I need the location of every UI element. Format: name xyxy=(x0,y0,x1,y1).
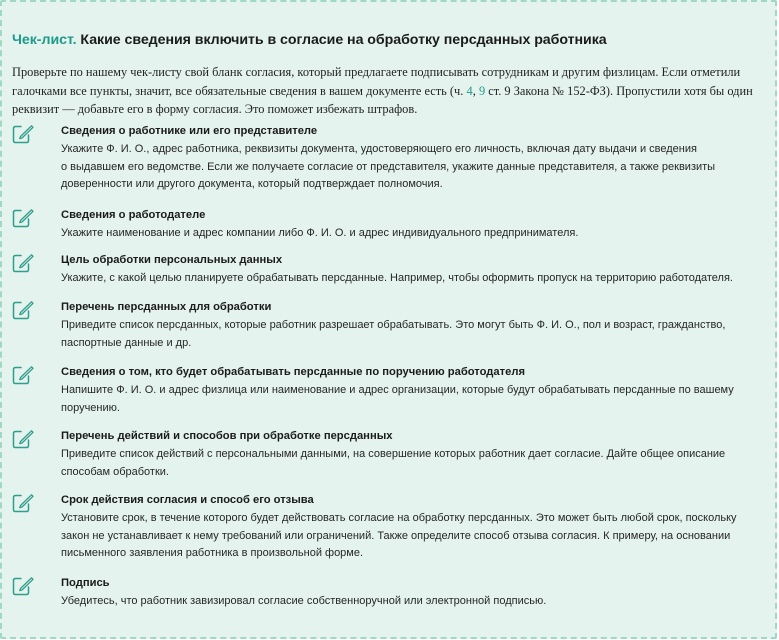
description-line: Укажите Ф. И. О., адрес работника, реквизиты документа, удостоверяющего его личность, включая дату выдачи и сведения xyxy=(61,143,697,155)
description-line: Установите срок, в течение которого будет действовать согласие на обработку персданных. Это может быть любой срок, поскольку xyxy=(61,512,737,524)
checkbox-pencil-icon[interactable] xyxy=(12,493,34,513)
description-line: письменного заявления работника в произвольной форме. xyxy=(61,547,364,560)
checklist-item-description xyxy=(61,446,767,481)
checklist-item-description xyxy=(61,141,767,194)
checkbox-pencil-icon[interactable] xyxy=(12,429,34,449)
checkbox-pencil-icon[interactable] xyxy=(12,576,34,596)
checklist-item-description xyxy=(61,382,767,417)
checklist-item-title: Сведения о том, кто будет обрабатывать персданные по поручению работодателя xyxy=(61,366,525,378)
description-line: Напишите Ф. И. О. и адрес физлица или наименование и адрес организации, которые будут обрабатывать персданные по вашему xyxy=(61,384,734,396)
checklist-item-title: Подпись xyxy=(61,577,110,589)
checklist-item-description xyxy=(61,270,767,288)
description-line: способам обработки. xyxy=(61,465,169,478)
intro-text-after: ст. 9 Закона № 152-ФЗ). Пропустили хотя бы один реквизит — добавьте его в форму согласия. Это поможет избежать штрафов. xyxy=(12,83,753,117)
checkbox-pencil-icon[interactable] xyxy=(12,300,34,320)
intro-paragraph: Проверьте по нашему чек-листу свой бланк согласия, который предлагаете подписывать сотрудникам и другим физлицам. Если отметили галочками все пункты, значит, все обязательные сведения в вашем документе есть (ч. 4, 9 ст. 9 Закона № 152-ФЗ). Пропустили хотя бы один реквизит — добавьте его в форму согласия. Это поможет избежать штрафов. xyxy=(12,65,753,117)
intro-text-before: Проверьте по нашему чек-листу свой бланк согласия, который предлагаете подписывать сотрудникам и другим физлицам. Если отметили галочками все пункты, значит, все обязательные сведения в вашем документе есть (ч. xyxy=(12,65,741,98)
checklist-item-title: Сведения о работодателе xyxy=(61,209,206,221)
description-line: о выдавшем его ведомстве. Если же получаете согласие от представителя, укажите данные представителя, а также реквизиты xyxy=(61,160,716,173)
description-line: Укажите, с какой целью планируете обрабатывать персданные. Например, чтобы оформить пропуск на территорию работодателя. xyxy=(61,272,733,284)
law-part-4-link[interactable]: 4 xyxy=(466,83,473,98)
law-part-9-link[interactable]: 9 xyxy=(478,83,486,98)
checklist-item-title: Срок действия согласия и способ его отзыва xyxy=(61,494,314,506)
checklist-item-title: Перечень действий и способов при обработке персданных xyxy=(61,430,393,442)
checklist-title xyxy=(12,32,607,48)
checklist-item-description xyxy=(61,593,767,611)
checkbox-pencil-icon[interactable] xyxy=(12,208,34,228)
checkbox-pencil-icon[interactable] xyxy=(12,124,34,144)
checklist-item-description xyxy=(61,317,767,352)
checklist-item-description xyxy=(61,510,767,563)
checklist-label: Чек-лист. xyxy=(12,32,77,48)
checkbox-pencil-icon[interactable] xyxy=(12,365,34,385)
checklist-item-title: Сведения о работнике или его представителе xyxy=(61,125,318,137)
checklist-item-description xyxy=(61,225,767,243)
checklist-item-title: Цель обработки персональных данных xyxy=(61,254,283,266)
description-line: Укажите наименование и адрес компании либо Ф. И. О. и адрес индивидуального предпринимателя. xyxy=(61,227,579,239)
description-line: закон не устанавливает к нему требований или ограничений. Также определите способ отзыва согласия. К примеру, на основании xyxy=(61,529,731,542)
checklist-item-title: Перечень персданных для обработки xyxy=(61,301,272,313)
description-line: Убедитесь, что работник завизировал согласие собственноручной или электронной подписью. xyxy=(61,595,547,607)
checkbox-pencil-icon[interactable] xyxy=(12,253,34,273)
description-line: поручению. xyxy=(61,401,120,414)
description-line: доверенности или другого документа, который подтверждает полномочия. xyxy=(61,178,443,191)
checklist-heading: Какие сведения включить в согласие на обработку персданных работника xyxy=(80,32,607,48)
description-line: Приведите список персданных, которые работник разрешает обрабатывать. Это могут быть Ф. И. О., пол и возраст, гражданство, xyxy=(61,319,726,331)
description-line: паспортные данные и др. xyxy=(61,336,192,349)
description-line: Приведите список действий с персональными данными, на совершение которых работник дает согласие. Дайте общее описание xyxy=(61,448,726,460)
